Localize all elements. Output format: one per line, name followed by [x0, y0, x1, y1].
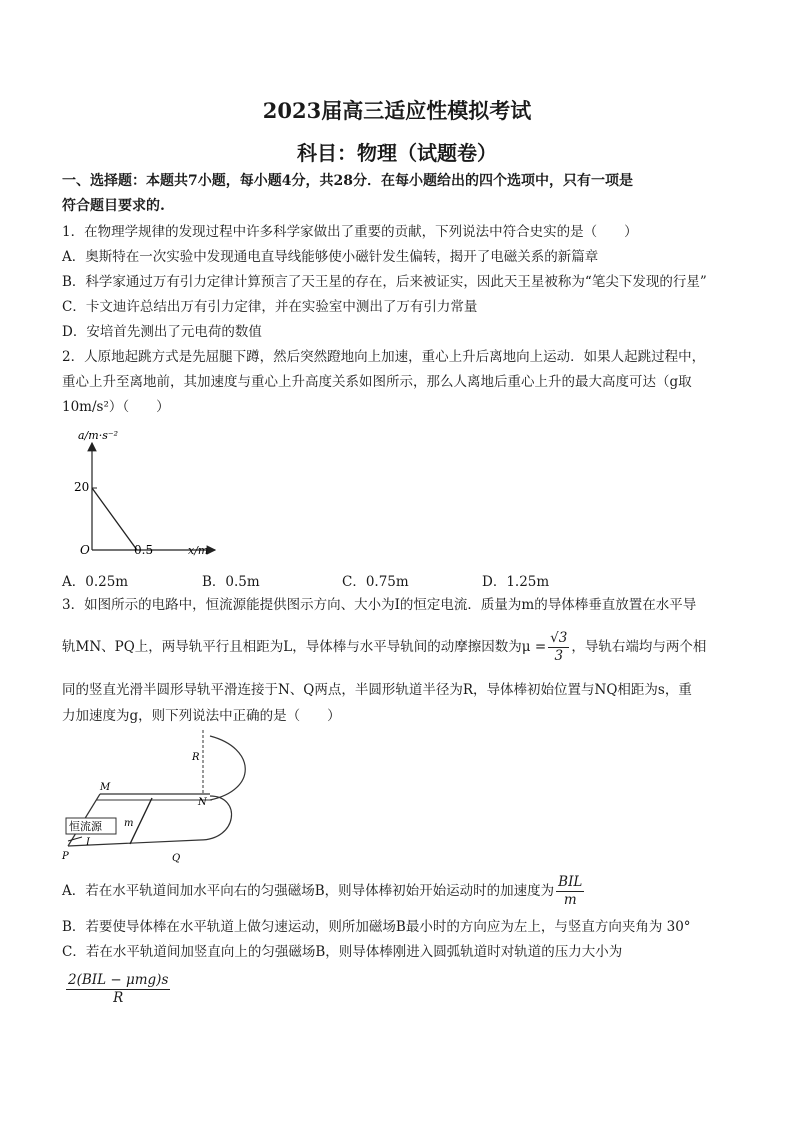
- q3-option-c-formula: [62, 972, 172, 1007]
- q3-option-a: [62, 872, 586, 910]
- label-i: I: [86, 837, 90, 848]
- q3-stem-line2-a: 轨MN、PQ上，两导轨平行且相距为L，导体棒与水平导轨间的动摩擦因数为μ =: [62, 639, 547, 655]
- x-axis-label: x/m: [188, 544, 209, 557]
- q1-option-b: B．科学家通过万有引力定律计算预言了天王星的存在，后来被证实，因此天王星被称为“笔尖下发现的行星”: [62, 274, 707, 290]
- label-mass: m: [124, 818, 134, 829]
- acceleration-height-graph: [60, 425, 230, 565]
- x-tick-label: 0.5: [134, 543, 154, 557]
- label-q-point: Q: [172, 853, 181, 864]
- rail-circuit-figure: [60, 728, 280, 868]
- label-n-point: N: [198, 797, 207, 808]
- current-source-label: 恒流源: [69, 820, 102, 833]
- y-axis-label: a/m·s⁻²: [78, 429, 119, 442]
- a-denominator: m: [563, 892, 577, 908]
- q2-stem-line3: 10m/s²）（ ）: [62, 399, 170, 415]
- y-tick-label: 20: [74, 480, 90, 494]
- q2-stem-line2: 重心上升至离地前，其加速度与重心上升高度关系如图所示，那么人离地后重心上升的最大高度可达（g取: [62, 374, 692, 390]
- label-m-point: M: [100, 782, 111, 793]
- mu-numerator: √3: [550, 630, 568, 646]
- q3-option-b: B．若要使导体棒在水平轨道上做匀速运动，则所加磁场B最小时的方向应为左上，与竖直方向夹角为 30°: [62, 919, 691, 935]
- q3-option-a-text: A．若在水平轨道间加水平向右的匀强磁场B，则导体棒初始开始运动时的加速度为: [62, 883, 555, 899]
- q1-option-c: C．卡文迪许总结出万有引力定律，并在实验室中测出了万有引力常量: [62, 299, 478, 315]
- q3-stem-line1: 3．如图所示的电路中，恒流源能提供图示方向、大小为I的恒定电流．质量为m的导体棒垂直放置在水平导: [62, 597, 697, 613]
- q3-stem-line3: 同的竖直光滑半圆形导轨平滑连接于N、Q两点，半圆形轨道半径为R，导体棒初始位置与NQ相距为s，重: [62, 682, 692, 698]
- label-radius: R: [192, 752, 200, 763]
- current-arrow: [68, 837, 82, 841]
- exam-title: 2023届高三适应性模拟考试: [262, 98, 532, 123]
- q1-stem: 1．在物理学规律的发现过程中许多科学家做出了重要的贡献，下列说法中符合史实的是（ ）: [62, 224, 638, 240]
- label-p-point: P: [62, 851, 69, 862]
- q3-option-c: C．若在水平轨道间加竖直向上的匀强磁场B，则导体棒刚进入圆弧轨道时对轨道的压力大小为: [62, 944, 623, 960]
- a-numerator: BIL: [558, 874, 583, 890]
- section-heading-line1: 一、选择题：本题共7小题，每小题4分，共28分．在每小题给出的四个选项中，只有一项是: [62, 173, 633, 189]
- q2-option-a: A．0.25m: [62, 574, 129, 590]
- semicircle-track-back: [210, 736, 245, 800]
- q1-option-a: A．奥斯特在一次实验中发现通电直导线能够使小磁针发生偏转，揭开了电磁关系的新篇章: [62, 249, 599, 265]
- section-heading-line2: 符合题目要求的.: [62, 198, 165, 214]
- exam-subtitle: 科目：物理（试题卷）: [297, 141, 497, 165]
- mu-fraction: [548, 630, 569, 665]
- q2-option-c: C．0.75m: [342, 574, 409, 590]
- q2-stem-line1: 2．人原地起跳方式是先屈腿下蹲，然后突然蹬地向上加速，重心上升后离地向上运动．如果人起跳过程中，: [62, 349, 706, 365]
- q2-option-d: D．1.25m: [482, 574, 550, 590]
- mu-denominator: 3: [554, 648, 564, 664]
- c-fraction: [66, 972, 170, 1007]
- c-denominator: R: [113, 990, 124, 1006]
- q3-stem-line4: 力加速度为g，则下列说法中正确的是（ ）: [62, 708, 341, 724]
- q2-option-b: B．0.5m: [202, 574, 260, 590]
- series-line: [92, 488, 137, 550]
- q3-stem-line2-b: ，导轨右端均与两个相: [571, 639, 707, 655]
- c-numerator: 2(BIL − μmg)s: [68, 972, 169, 988]
- a-fraction: [556, 874, 584, 909]
- origin-label: O: [80, 543, 90, 557]
- q3-stem-line2: [62, 628, 706, 666]
- q1-option-d: D．安培首先测出了元电荷的数值: [62, 324, 262, 340]
